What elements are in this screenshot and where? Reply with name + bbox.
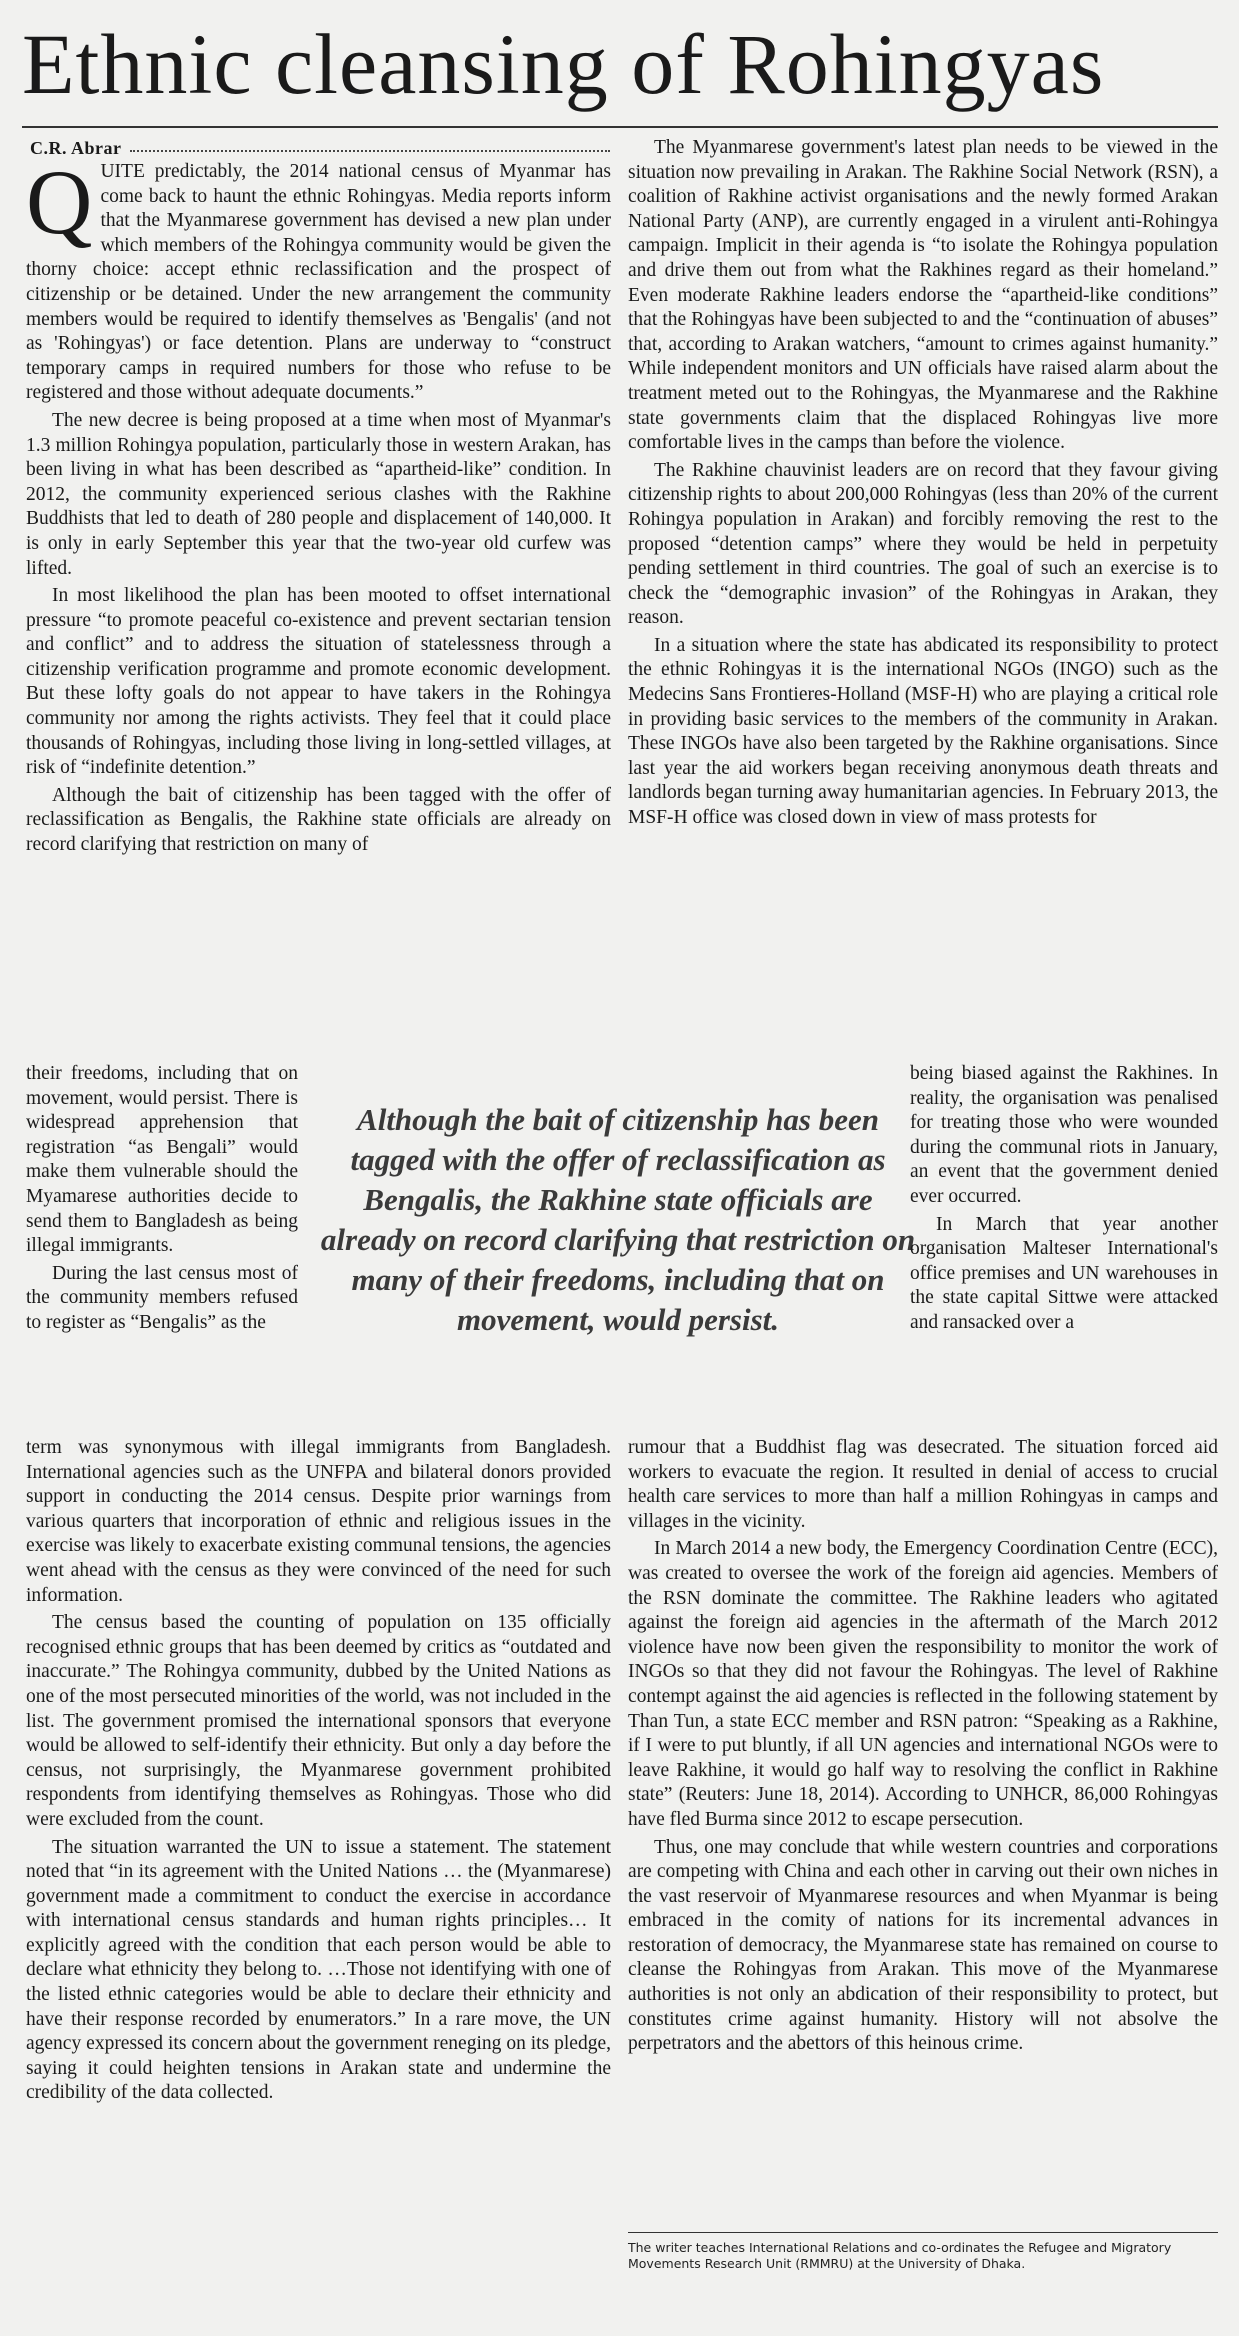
paragraph: In a situation where the state has abdicated its responsibility to protect the ethnic Rohingyas it is the international NGOs (INGO) such as the Medecins Sans Frontieres-Holland (MSF-H) who are playing a critical role in providing basic services to the members of the community in Arakan. These INGOs have also been targeted by the Rakhine organisations. Since last year the aid workers began receiving anonymous death threats and landlords began turning away humanitarian agencies. In February 2013, the MSF-H office was closed down in view of mass protests for bbox=[628, 634, 1218, 829]
headline-rule bbox=[22, 126, 1218, 128]
paragraph: In most likelihood the plan has been mooted to offset international pressure “to promote peaceful co-existence and prevent sectarian tension and conflict” and to address the situation of statelessness through a citizenship verification programme and promote economic development. But these lofty goals do not appear to have takers in the Rohingya community nor among the rights activists. They feel that it could place thousands of Rohingyas, including those living in long-settled villages, at risk of “indefinite detention.” bbox=[26, 585, 611, 779]
paragraph: In March 2014 a new body, the Emergency Coordination Centre (ECC), was created to oversee the work of the foreign aid agencies. Members of the RSN dominate the committee. The Rakhine leaders who agitated against the foreign aid agencies in the aftermath of the March 2012 violence have now been given the responsibility to monitor the work of INGOs so that they did not favour the Rohingyas. The level of Rakhine contempt against the aid agencies is reflected in the following statement by Than Tun, a state ECC member and RSN patron: “Speaking as a Rakhine, if I were to put bluntly, if all UN agencies and international NGOs were to leave Rakhine, it would go half way to resolving the conflict in Rakhine state” (Reuters: June 18, 2014). According to UNHCR, 86,000 Rohingyas have fled Burma since 2012 to escape persecution. bbox=[628, 1538, 1218, 1830]
paragraph: The Myanmarese government's latest plan needs to be viewed in the situation now prevailing in Arakan. The Rakhine Social Network (RSN), a coalition of Rakhine activist organisations and the newly formed Arakan National Party (ANP), are currently engaged in a virulent anti-Rohingya campaign. Implicit in their agenda is “to isolate the Rohingya population and drive them out from what the Rakhines regard as their homeland.” Even moderate Rakhine leaders endorse the “apartheid-like conditions” that the Rohingyas have been subjected to and the “continuation of abuses” that, according to Arakan watchers, “amount to crimes against humanity.” While independent monitors and UN officials have raised alarm about the treatment meted out to the Rohingyas, the Myanmarese and the Rakhine state governments claim that the displaced Rohingyas live more comfortable lives in the camps than before the violence. bbox=[628, 137, 1218, 454]
paragraph: their freedoms, including that on movement, would persist. There is widespread apprehension that registration “as Bengali” would make them vulnerable should the Myamarese authorities decide to send them to Bangladesh as being illegal immigrants. bbox=[26, 1063, 298, 1257]
paragraph: term was synonymous with illegal immigrants from Bangladesh. International agencies such as the UNFPA and bilateral donors provided support in conducting the 2014 census. Despite prior warnings from various quarters that incorporation of ethnic and religious issues in the exercise was likely to exacerbate existing communal tensions, the agencies went ahead with the census as they were convinced of the need for such information. bbox=[26, 1437, 611, 1606]
paragraph: During the last census most of the community members refused to register as “Bengalis” as the bbox=[26, 1262, 298, 1333]
paragraph: The new decree is being proposed at a time when most of Myanmar's 1.3 million Rohingya population, particularly those in western Arakan, has been living in what has been described as “apartheid-like” condition. In 2012, the community experienced serious clashes with the Rakhine Buddhists that led to death of 280 people and displacement of 140,000. It is only in early September this year that the two-year old curfew was lifted. bbox=[26, 409, 611, 579]
byline: C.R. Abrar bbox=[30, 138, 122, 158]
paragraph: Thus, one may conclude that while western countries and corporations are competing with China and each other in carving out their own niches in the vast reservoir of Myanmarese resources and when Myanmar is being embraced in the comity of nations for its incremental advances in restoration of democracy, the Myanmarese state has remained on course to cleanse the Rohingyas from Arakan. This move of the Myanmarese authorities is not only an abdication of their responsibility to protect, but constitutes crime against humanity. History will not absolve the perpetrators and the abettors of this heinous crime. bbox=[628, 1836, 1218, 2055]
column-2-top bbox=[628, 136, 1218, 1060]
drop-cap: Q bbox=[26, 160, 93, 253]
paragraph: In March that year another organisation Malteser International's office premises and UN warehouses in the state capital Sittwe were attacked and ransacked over a bbox=[910, 1213, 1218, 1333]
paragraph: The situation warranted the UN to issue a statement. The statement noted that “in its agreement with the United Nations … the (Myanmarese) government made a commitment to conduct the exercise in accordance with international census standards and human rights principles… It explicitly agreed with the condition that each person would be able to declare what ethnicity they belong to. …Those not identifying with one of the listed ethnic categories would be able to declare their ethnicity and have their response recorded by enumerators.” In a rare move, the UN agency expressed its concern about the government reneging on its pledge, saying it could heighten tensions in Arakan state and undermine the credibility of the data collected. bbox=[26, 1836, 611, 2104]
column-1-bottom bbox=[26, 1436, 611, 2328]
column-1-top bbox=[26, 160, 611, 1060]
byline-dotted-rule bbox=[130, 150, 610, 152]
footer-rule bbox=[628, 2232, 1218, 2233]
paragraph: rumour that a Buddhist flag was desecrated. The situation forced aid workers to evacuate the region. It resulted in denial of access to crucial health care services to more than half a million Rohingyas in camps and villages in the vicinity. bbox=[628, 1437, 1218, 1532]
paragraph: being biased against the Rakhines. In reality, the organisation was penalised for treating those who were wounded during the communal riots in January, an event that the government denied ever occurred. bbox=[910, 1063, 1218, 1207]
paragraph: Although the bait of citizenship has been tagged with the offer of reclassification as Bengalis, the Rakhine state officials are already on record clarifying that restriction on many of bbox=[26, 784, 611, 856]
lead-paragraph: QUITE predictably, the 2014 national census of Myanmar has come back to haunt the ethnic Rohingyas. Media reports inform that the Myanmarese government has devised a new plan under which members of the Rohingya community would be given the thorny choice: accept ethnic reclassification and the prospect of citizenship or be detained. Under the new arrangement the community members would be required to identify themselves as 'Bengalis' (and not as 'Rohingyas') or face detention. Plans are underway to “construct temporary camps in required numbers for those who refuse to be registered and those without adequate documents.” bbox=[26, 160, 611, 404]
paragraph: The Rakhine chauvinist leaders are on record that they favour giving citizenship rights to about 200,000 Rohingyas (less than 20% of the current Rohingya population in Arakan) and forcibly removing the rest to the proposed “detention camps” where they would be held in perpetuity pending settlement in third countries. The goal of such an exercise is to check the “demographic invasion” of the Rohingyas in Arakan, they reason. bbox=[628, 459, 1218, 629]
column-2-narrow bbox=[910, 1062, 1218, 1432]
column-1-narrow bbox=[26, 1062, 298, 1432]
author-note: The writer teaches International Relations and co-ordinates the Refugee and Migratory Movements Research Unit (RMMRU) at the University of Dhaka. bbox=[628, 2240, 1172, 2271]
headline: Ethnic cleansing of Rohingyas bbox=[22, 16, 1105, 112]
paragraph: The census based the counting of population on 135 officially recognised ethnic groups that has been deemed by critics as “outdated and inaccurate.” The Rohingya community, dubbed by the United Nations as one of the most persecuted minorities of the world, was not included in the list. The government promised the international sponsors that everyone would be allowed to self-identify their ethnicity. But only a day before the census, not surprisingly, the Myanmarese government prohibited respondents from identifying themselves as Rohingyas. Those who did were excluded from the count. bbox=[26, 1612, 611, 1830]
column-2-bottom bbox=[628, 1436, 1218, 2226]
pull-quote: Although the bait of citizenship has been tagged with the offer of reclassification as Bengalis, the Rakhine state officials are already on record clarifying that restriction on many of their freedoms, including that on movement, would persist. bbox=[320, 1102, 916, 1337]
